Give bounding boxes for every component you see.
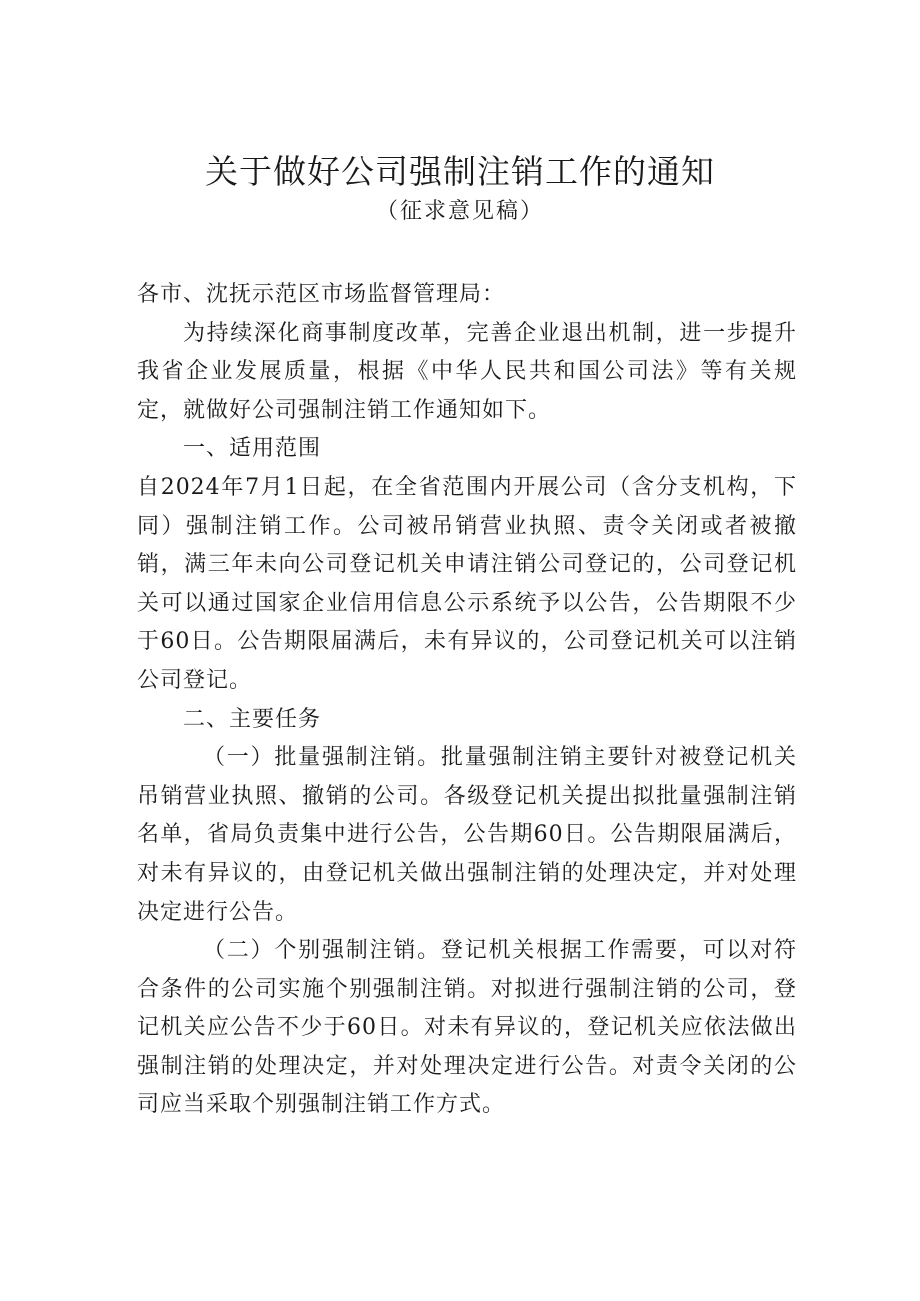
intro-paragraph: 为持续深化商事制度改革，完善企业退出机制，进一步提升我省企业发展质量，根据《中华人民共和国公司法》等有关规定，就做好公司强制注销工作通知如下。: [137, 320, 797, 423]
document-subtitle: （征求意见稿）: [375, 199, 544, 224]
section-1-heading: 一、适用范围: [183, 436, 322, 462]
task-2-paragraph: （二）个别强制注销。登记机关根据工作需要，可以对符合条件的公司实施个别强制注销。对拟进行强制注销的公司，登记机关应公告不少于60日。对未有异议的，登记机关应依法做出强制注销的处理决定，并对处理决定进行公告。对责令关闭的公司应当采取个别强制注销工作方式。: [137, 938, 797, 1118]
section-1-paragraph: 自2024年7月1日起，在全省范围内开展公司（含分支机构，下同）强制注销工作。公司被吊销营业执照、责令关闭或者被撤销，满三年未向公司登记机关申请注销公司登记的，公司登记机关可以通过国家企业信用信息公示系统予以公告，公告期限不少于60日。公告期限届满后，未有异议的，公司登记机关可以注销公司登记。: [137, 474, 797, 693]
salutation: 各市、沈抚示范区市场监督管理局：: [137, 282, 506, 307]
document-title: 关于做好公司强制注销工作的通知: [205, 152, 715, 191]
section-2-heading: 二、主要任务: [183, 706, 322, 732]
document-body: [137, 276, 797, 1125]
task-1-paragraph: （一）批量强制注销。批量强制注销主要针对被登记机关吊销营业执照、撤销的公司。各级登记机关提出拟批量强制注销名单，省局负责集中进行公告，公告期60日。公告期限届满后，对未有异议的，由登记机关做出强制注销的处理决定，并对处理决定进行公告。: [137, 745, 797, 925]
